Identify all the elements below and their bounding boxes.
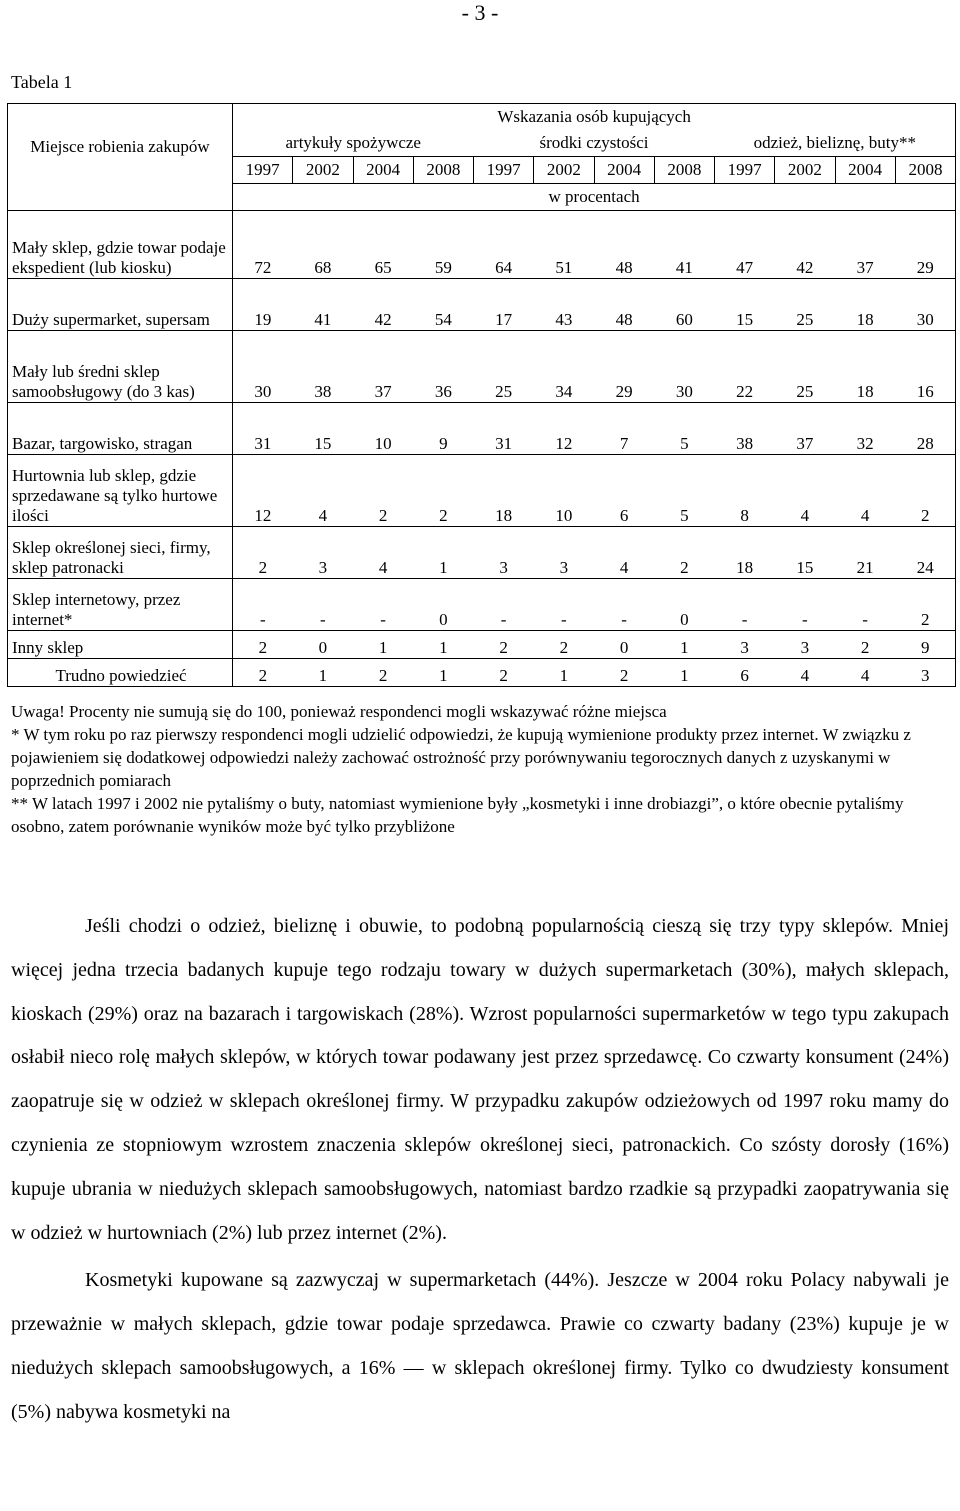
value-cell: -	[233, 579, 293, 631]
value-cell: 3	[715, 631, 775, 659]
row-label: Sklep internetowy, przez internet*	[8, 579, 233, 631]
value-cell: 4	[353, 527, 413, 579]
table-row	[8, 579, 956, 631]
value-cell: 0	[293, 631, 353, 659]
unit-label: w procentach	[233, 184, 956, 211]
value-cell: 31	[233, 403, 293, 455]
value-cell: 41	[293, 279, 353, 331]
table-row	[8, 455, 956, 527]
table-row	[8, 211, 956, 279]
year-header: 1997	[233, 157, 293, 184]
row-label: Mały lub średni sklep samoobsługowy (do 3 kas)	[8, 331, 233, 403]
value-cell: 24	[895, 527, 955, 579]
value-cell: 1	[654, 631, 714, 659]
value-cell: 18	[474, 455, 534, 527]
shopping-places-table	[7, 103, 956, 687]
value-cell: 12	[534, 403, 594, 455]
value-cell: 18	[835, 331, 895, 403]
value-cell: 0	[654, 579, 714, 631]
value-cell: 64	[474, 211, 534, 279]
year-header: 2008	[654, 157, 714, 184]
value-cell: -	[835, 579, 895, 631]
row-label: Duży supermarket, supersam	[8, 279, 233, 331]
year-header: 2004	[594, 157, 654, 184]
row-label: Trudno powiedzieć	[8, 659, 233, 687]
value-cell: 3	[534, 527, 594, 579]
value-cell: -	[775, 579, 835, 631]
value-cell: 19	[233, 279, 293, 331]
value-cell: 51	[534, 211, 594, 279]
value-cell: 60	[654, 279, 714, 331]
body-text	[11, 905, 949, 1435]
value-cell: -	[474, 579, 534, 631]
value-cell: 25	[775, 279, 835, 331]
value-cell: 3	[474, 527, 534, 579]
table-row	[8, 631, 956, 659]
value-cell: 37	[353, 331, 413, 403]
paragraph-clothing: Jeśli chodzi o odzież, bieliznę i obuwie, to podobną popularnością cieszą się trzy typy sklepów. Mniej więcej jedna trzecia badanych kupuje tego rodzaju towary w dużych supermarketach (30%), małych sklepach, kioskach (29%) oraz na bazarach i targowiskach (28%). Wzrost popularności supermarketów w tego typu zakupach osłabił nieco rolę małych sklepów, w których towar podawany jest przez sprzedawcę. Co czwarty konsument (24%) zaopatruje się w odzież w sklepach określonej firmy. W przypadku zakupów odzieżowych od 1997 roku mamy do czynienia ze stopniowym wzrostem znaczenia sklepów określonej sieci, patronackich. Co szósty dorosły (16%) kupuje ubrania w niedużych sklepach samoobsługowych, natomiast bardzo rzadkie są przypadki zaopatrywania się w odzież w hurtowniach (2%) lub przez internet (2%).	[11, 915, 949, 1244]
value-cell: 41	[654, 211, 714, 279]
value-cell: 15	[293, 403, 353, 455]
value-cell: 6	[715, 659, 775, 687]
table-caption: Tabela 1	[11, 72, 73, 92]
note-internet: * W tym roku po raz pierwszy respondenci mogli udzielić odpowiedzi, że kupują wymienione produkty przez internet. W związku z pojawieniem się dodatkowej odpowiedzi należy zachować ostrożność przy porównywaniu tegorocznych danych z uzyskanymi w poprzednich pomiarach	[11, 725, 911, 790]
row-label: Mały sklep, gdzie towar podaje ekspedient (lub kiosku)	[8, 211, 233, 279]
value-cell: 2	[233, 631, 293, 659]
value-cell: 1	[413, 527, 473, 579]
value-cell: 4	[775, 455, 835, 527]
value-cell: 4	[293, 455, 353, 527]
value-cell: 4	[594, 527, 654, 579]
value-cell: 43	[534, 279, 594, 331]
value-cell: 8	[715, 455, 775, 527]
top-header: Wskazania osób kupujących	[233, 104, 956, 131]
note-warning: Uwaga! Procenty nie sumują się do 100, ponieważ respondenci mogli wskazywać różne miejsca	[11, 702, 667, 721]
value-cell: 1	[534, 659, 594, 687]
year-header: 2008	[413, 157, 473, 184]
value-cell: 3	[293, 527, 353, 579]
value-cell: 2	[474, 659, 534, 687]
value-cell: 37	[775, 403, 835, 455]
value-cell: 42	[775, 211, 835, 279]
value-cell: 3	[895, 659, 955, 687]
value-cell: 32	[835, 403, 895, 455]
value-cell: 2	[233, 527, 293, 579]
table-row	[8, 403, 956, 455]
corner-header: Miejsce robienia zakupów	[8, 104, 233, 157]
value-cell: 3	[775, 631, 835, 659]
value-cell: 1	[293, 659, 353, 687]
year-header: 2004	[835, 157, 895, 184]
value-cell: 0	[413, 579, 473, 631]
value-cell: 54	[413, 279, 473, 331]
value-cell: -	[353, 579, 413, 631]
table-row	[8, 279, 956, 331]
value-cell: 38	[293, 331, 353, 403]
note-shoes: ** W latach 1997 i 2002 nie pytaliśmy o buty, natomiast wymienione były „kosmetyki i inne drobiazgi”, o które obecnie pytaliśmy osobno, zatem porównanie wyników może być tylko przybliżone	[11, 794, 904, 836]
value-cell: 31	[474, 403, 534, 455]
value-cell: 6	[594, 455, 654, 527]
value-cell: 12	[233, 455, 293, 527]
value-cell: 28	[895, 403, 955, 455]
value-cell: 1	[413, 659, 473, 687]
value-cell: 2	[835, 631, 895, 659]
value-cell: 30	[233, 331, 293, 403]
value-cell: 2	[233, 659, 293, 687]
value-cell: 5	[654, 403, 714, 455]
value-cell: 4	[835, 659, 895, 687]
year-header: 2002	[534, 157, 594, 184]
year-header: 1997	[474, 157, 534, 184]
value-cell: 5	[654, 455, 714, 527]
group-header-clothing: odzież, bieliznę, buty**	[715, 130, 956, 157]
value-cell: 25	[474, 331, 534, 403]
value-cell: 65	[353, 211, 413, 279]
table-notes	[11, 700, 951, 838]
value-cell: 16	[895, 331, 955, 403]
table-row	[8, 659, 956, 687]
value-cell: 2	[654, 527, 714, 579]
year-header: 2004	[353, 157, 413, 184]
value-cell: 4	[835, 455, 895, 527]
value-cell: 9	[895, 631, 955, 659]
value-cell: 2	[895, 579, 955, 631]
year-header: 2002	[293, 157, 353, 184]
value-cell: 1	[413, 631, 473, 659]
page-number: - 3 -	[461, 0, 499, 25]
paragraph-cosmetics: Kosmetyki kupowane są zazwyczaj w supermarketach (44%). Jeszcze w 2004 roku Polacy nabywali je przeważnie w małych sklepach, gdzie towar podaje sprzedawca. Prawie co czwarty badany (23%) kupuje je w niedużych sklepach samoobsługowych, a 16% — w sklepach określonej firmy. Tylko co dwudziesty konsument (5%) nabywa kosmetyki na	[11, 1269, 949, 1423]
value-cell: 1	[654, 659, 714, 687]
value-cell: 29	[594, 331, 654, 403]
row-label: Inny sklep	[8, 631, 233, 659]
value-cell: 30	[895, 279, 955, 331]
value-cell: -	[715, 579, 775, 631]
row-label: Bazar, targowisko, stragan	[8, 403, 233, 455]
value-cell: 59	[413, 211, 473, 279]
value-cell: 37	[835, 211, 895, 279]
value-cell: 38	[715, 403, 775, 455]
group-header-cleaning: środki czystości	[539, 133, 649, 152]
table-row	[8, 331, 956, 403]
value-cell: 10	[353, 403, 413, 455]
value-cell: 15	[775, 527, 835, 579]
value-cell: 34	[534, 331, 594, 403]
value-cell: 21	[835, 527, 895, 579]
value-cell: 48	[594, 211, 654, 279]
value-cell: 48	[594, 279, 654, 331]
value-cell: 1	[353, 631, 413, 659]
value-cell: 25	[775, 331, 835, 403]
value-cell: 30	[654, 331, 714, 403]
value-cell: 29	[895, 211, 955, 279]
value-cell: 10	[534, 455, 594, 527]
value-cell: 36	[413, 331, 473, 403]
value-cell: 17	[474, 279, 534, 331]
value-cell: 7	[594, 403, 654, 455]
value-cell: 18	[715, 527, 775, 579]
value-cell: 4	[775, 659, 835, 687]
value-cell: 2	[353, 455, 413, 527]
year-header: 2008	[895, 157, 955, 184]
row-label: Sklep określonej sieci, firmy, sklep patronacki	[8, 527, 233, 579]
value-cell: -	[594, 579, 654, 631]
value-cell: 72	[233, 211, 293, 279]
value-cell: 22	[715, 331, 775, 403]
value-cell: 2	[353, 659, 413, 687]
value-cell: 2	[413, 455, 473, 527]
value-cell: 2	[534, 631, 594, 659]
value-cell: 47	[715, 211, 775, 279]
value-cell: 68	[293, 211, 353, 279]
value-cell: 0	[594, 631, 654, 659]
value-cell: -	[293, 579, 353, 631]
value-cell: 42	[353, 279, 413, 331]
value-cell: 15	[715, 279, 775, 331]
value-cell: 2	[594, 659, 654, 687]
value-cell: 9	[413, 403, 473, 455]
value-cell: -	[534, 579, 594, 631]
table-row	[8, 527, 956, 579]
value-cell: 18	[835, 279, 895, 331]
value-cell: 2	[474, 631, 534, 659]
group-header-food: artykuły spożywcze	[285, 133, 421, 152]
row-label: Hurtownia lub sklep, gdzie sprzedawane są tylko hurtowe ilości	[8, 455, 233, 527]
year-header: 2002	[775, 157, 835, 184]
value-cell: 2	[895, 455, 955, 527]
year-header: 1997	[715, 157, 775, 184]
